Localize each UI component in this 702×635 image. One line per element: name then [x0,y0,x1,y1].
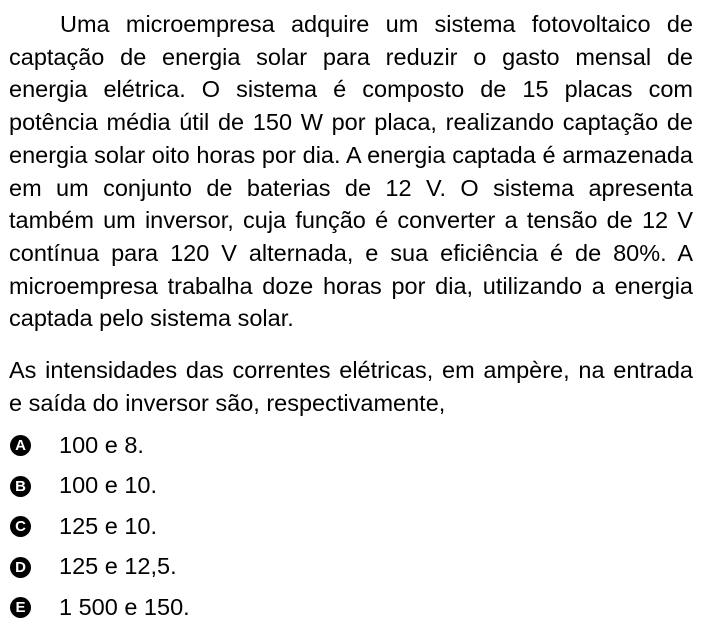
option-letter-badge: D [10,557,31,578]
option-letter-badge: C [10,516,31,537]
question-statement: Uma microempresa adquire um sistema fotovoltaico de captação de energia solar para reduzir o gasto mensal de energia elétrica. O sistema é composto de 15 placas com potência média útil de 150 W por placa, realizando captação de energia solar oito horas por dia. A energia captada é armazenada em um conjunto de baterias de 12 V. O sistema apresenta também um inversor, cuja função é converter a tensão de 12 V contínua para 120 V alternada, e sua eficiência é de 80%. A microempresa trabalha doze horas por dia, utilizando a energia captada pelo sistema solar. [9,11,693,332]
option-text: 125 e 10. [59,512,158,539]
option-letter-badge: B [10,476,31,497]
question-block [9,8,693,628]
option-text: 100 e 8. [59,431,144,458]
option-letter-badge: E [10,597,31,618]
question-prompt: As intensidades das correntes elétricas, em ampère, na entrada e saída do inversor são, respectivamente, [9,357,693,416]
option-a[interactable] [9,425,693,466]
option-c[interactable] [9,506,693,547]
option-text: 100 e 10. [59,472,158,499]
answer-options [9,425,693,628]
option-e[interactable] [9,587,693,628]
option-text: 125 e 12,5. [59,553,177,580]
option-text: 1 500 e 150. [59,593,190,620]
option-letter-badge: A [10,435,31,456]
option-d[interactable] [9,547,693,588]
option-b[interactable] [9,466,693,507]
